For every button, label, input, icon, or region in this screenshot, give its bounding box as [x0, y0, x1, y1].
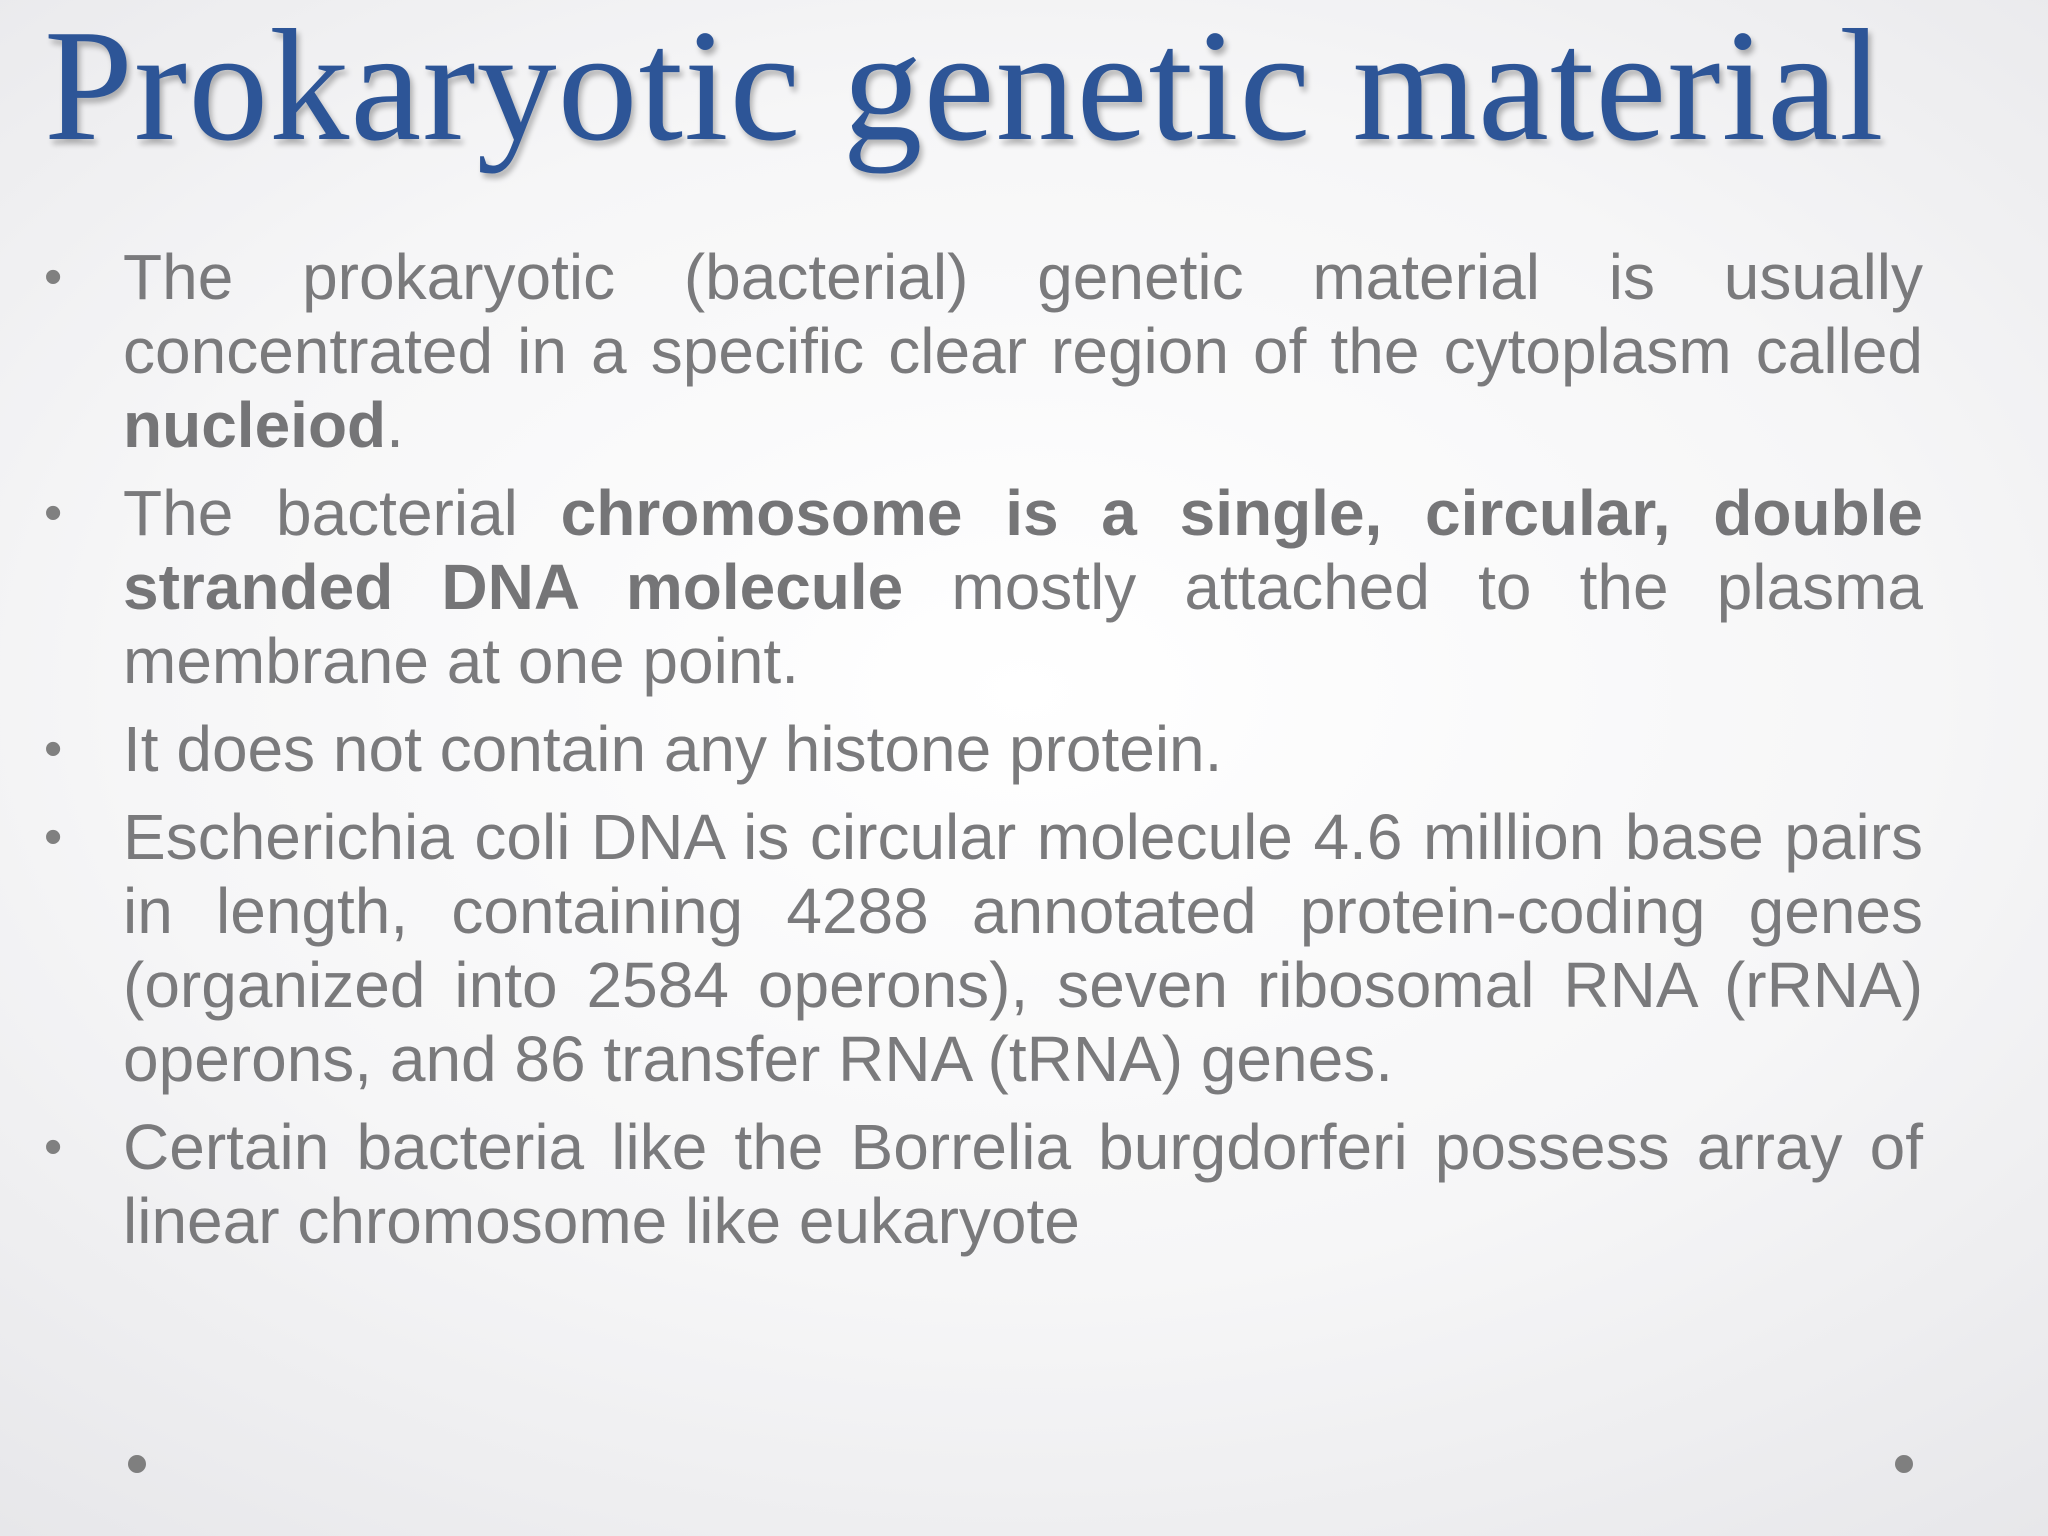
- bullet-item: [0, 240, 2048, 462]
- footer-dot-left-icon: [128, 1455, 146, 1473]
- bullet-marker: •: [44, 808, 63, 866]
- bullet-marker: •: [44, 720, 63, 778]
- bullet-list: [0, 240, 2048, 1272]
- bullet-text-segment: It does not contain any histone protein.: [123, 713, 1223, 785]
- bullet-text-segment: The bacterial: [123, 477, 561, 549]
- slide-title: Prokaryotic genetic material: [44, 0, 1885, 174]
- bullet-text: [123, 712, 1923, 786]
- bullet-text: [123, 800, 1923, 1096]
- bullet-item: [0, 712, 2048, 786]
- bullet-text: [123, 240, 1923, 462]
- bullet-text-segment: The prokaryotic (bacterial) genetic material is usually concentrated in a specific clear region of the cytoplasm called: [123, 241, 1923, 387]
- footer-dot-right-icon: [1895, 1455, 1913, 1473]
- bullet-text-segment: Certain bacteria like the Borrelia burgdorferi possess array of linear chromosome like eukaryote: [123, 1111, 1923, 1257]
- bullet-marker: •: [44, 484, 63, 542]
- bullet-text: [123, 1110, 1923, 1258]
- bullet-text-bold-segment: nucleiod: [123, 389, 387, 461]
- bullet-text-segment: Escherichia coli DNA is circular molecule 4.6 million base pairs in length, containing 4288 annotated protein-coding genes (organized into 2584 operons), seven ribosomal RNA (rRNA) operons, and 86 transfer RNA (tRNA) genes.: [123, 801, 1923, 1095]
- bullet-text-segment: mostly attached to the plasma membrane at one point.: [123, 551, 1924, 697]
- bullet-marker: •: [44, 248, 63, 306]
- bullet-item: [0, 800, 2048, 1096]
- bullet-item: [0, 1110, 2048, 1258]
- bullet-text: [123, 476, 1923, 698]
- bullet-text-segment: .: [386, 389, 404, 461]
- bullet-marker: •: [44, 1118, 63, 1176]
- bullet-text-bold-segment: chromosome is a single, circular, double stranded DNA molecule: [123, 477, 1924, 623]
- bullet-item: [0, 476, 2048, 698]
